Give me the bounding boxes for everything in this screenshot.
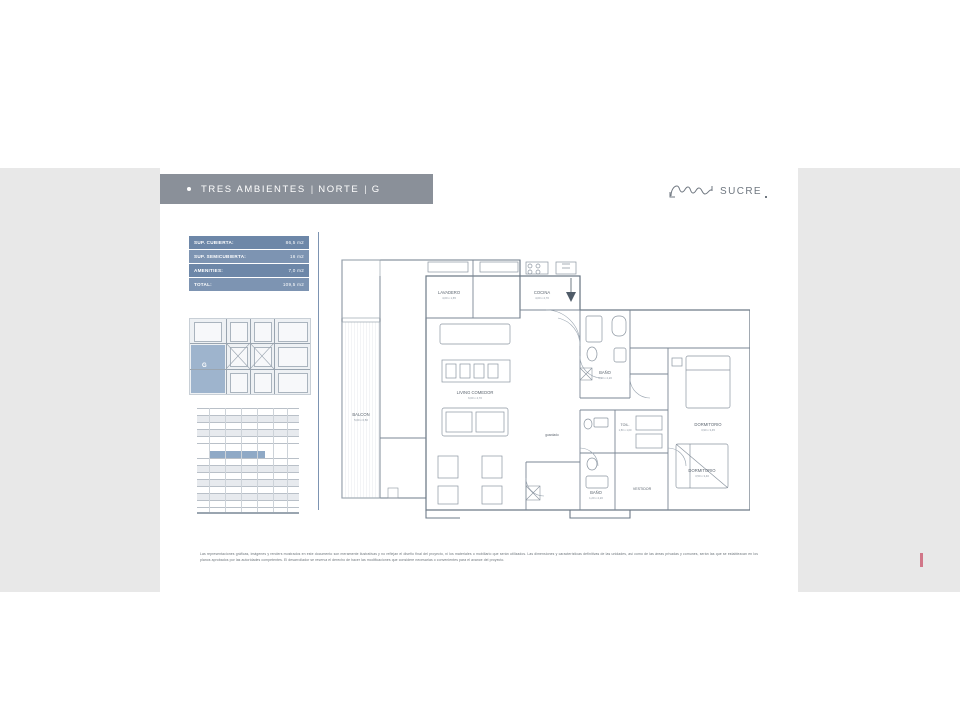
living-furniture	[438, 324, 510, 504]
sucre-script-logo-icon	[669, 183, 717, 199]
title-separator-1: |	[310, 183, 314, 195]
page-title: TRES AMBIENTES	[201, 183, 306, 195]
balcony-area	[342, 322, 380, 498]
table-row	[189, 264, 309, 278]
room-name: VESTIDOR	[632, 487, 652, 491]
spec-label: AMENITIES:	[189, 264, 269, 278]
room-dim: 6,60 x 4,70	[468, 396, 482, 400]
page-edge-marker	[920, 553, 923, 567]
plan-unit-code: G	[371, 183, 381, 195]
spec-label: SUP. CUBIERTA:	[189, 236, 269, 250]
section-divider	[318, 232, 319, 510]
keyplan-core-hatch	[190, 319, 310, 394]
room-name: COCINA	[533, 290, 551, 295]
door-swings	[526, 310, 686, 496]
spec-value: 86,5 m2	[269, 236, 309, 250]
brand-dot-icon	[765, 196, 767, 198]
spec-label: TOTAL:	[189, 278, 269, 292]
room-dim: 4,00 x 2,70	[535, 296, 549, 300]
plan-hatch-marks	[388, 368, 592, 500]
room-name: BAÑO	[599, 370, 611, 375]
floor-key-plan	[189, 318, 311, 395]
bullet-icon	[187, 187, 191, 191]
kitchen-furniture	[428, 262, 576, 274]
room-dim: 5,00 x 6,50	[354, 418, 368, 422]
bathroom-fixtures	[584, 316, 662, 488]
room-dim: 1,50 x 1,00	[618, 429, 632, 432]
room-dim: 3,10 x 2,20	[598, 376, 612, 380]
plan-room-labels	[352, 290, 722, 500]
room-name: guardado	[545, 433, 559, 437]
room-name: TOIL.	[620, 423, 630, 427]
unit-specs-table	[189, 236, 309, 292]
room-dim: 3,90 x 3,45	[701, 428, 715, 432]
brand-logo	[669, 180, 769, 202]
spec-value: 109,5 m2	[269, 278, 309, 292]
table-row	[189, 278, 309, 292]
key-plan-unit-label: G	[202, 363, 207, 369]
room-name: DORMITORIO	[688, 468, 716, 473]
spec-value: 7,0 m2	[269, 264, 309, 278]
brand-name: SUCRE	[720, 185, 763, 197]
room-name: LAVADERO	[437, 290, 461, 295]
room-name: BALCON	[352, 412, 370, 417]
title-separator-2: |	[364, 183, 367, 195]
plan-orientation: NORTE	[318, 183, 360, 195]
room-name: LIVING COMEDOR	[456, 390, 494, 395]
background-band-right	[798, 168, 960, 592]
building-elevation	[197, 408, 299, 514]
apartment-floor-plan	[330, 248, 750, 526]
room-dim: 3,50 x 3,40	[695, 474, 709, 478]
room-dim: 1,20 x 2,20	[589, 496, 603, 500]
north-arrow-icon	[566, 278, 576, 302]
spec-value: 16 m2	[269, 250, 309, 264]
background-band-left	[0, 168, 160, 592]
plan-header-bar	[160, 174, 433, 204]
table-row	[189, 250, 309, 264]
legal-disclaimer: Las representaciones gráficas, imágenes y renders mostrados en este documento son meramente ilustrativas y no reflejan el diseño final del proyecto, ni los materiales o mobiliario que serán utilizados. Las dimensiones y características definitivas de las unidades, así como de las áreas privadas y comunes, serán las que se establezcan en los planos aprobados por las autoridades competentes. El desarrollador se reserva el derecho de hacer las modificaciones que considere necesarias o convenientes para el avance del proyecto.	[200, 552, 758, 562]
spec-label: SUP. SEMICUBIERTA:	[189, 250, 269, 264]
room-name: DORMITORIO	[694, 422, 722, 427]
table-row	[189, 236, 309, 250]
room-name: BAÑO	[590, 490, 602, 495]
room-dim: 4,00 x 1,65	[442, 296, 456, 300]
